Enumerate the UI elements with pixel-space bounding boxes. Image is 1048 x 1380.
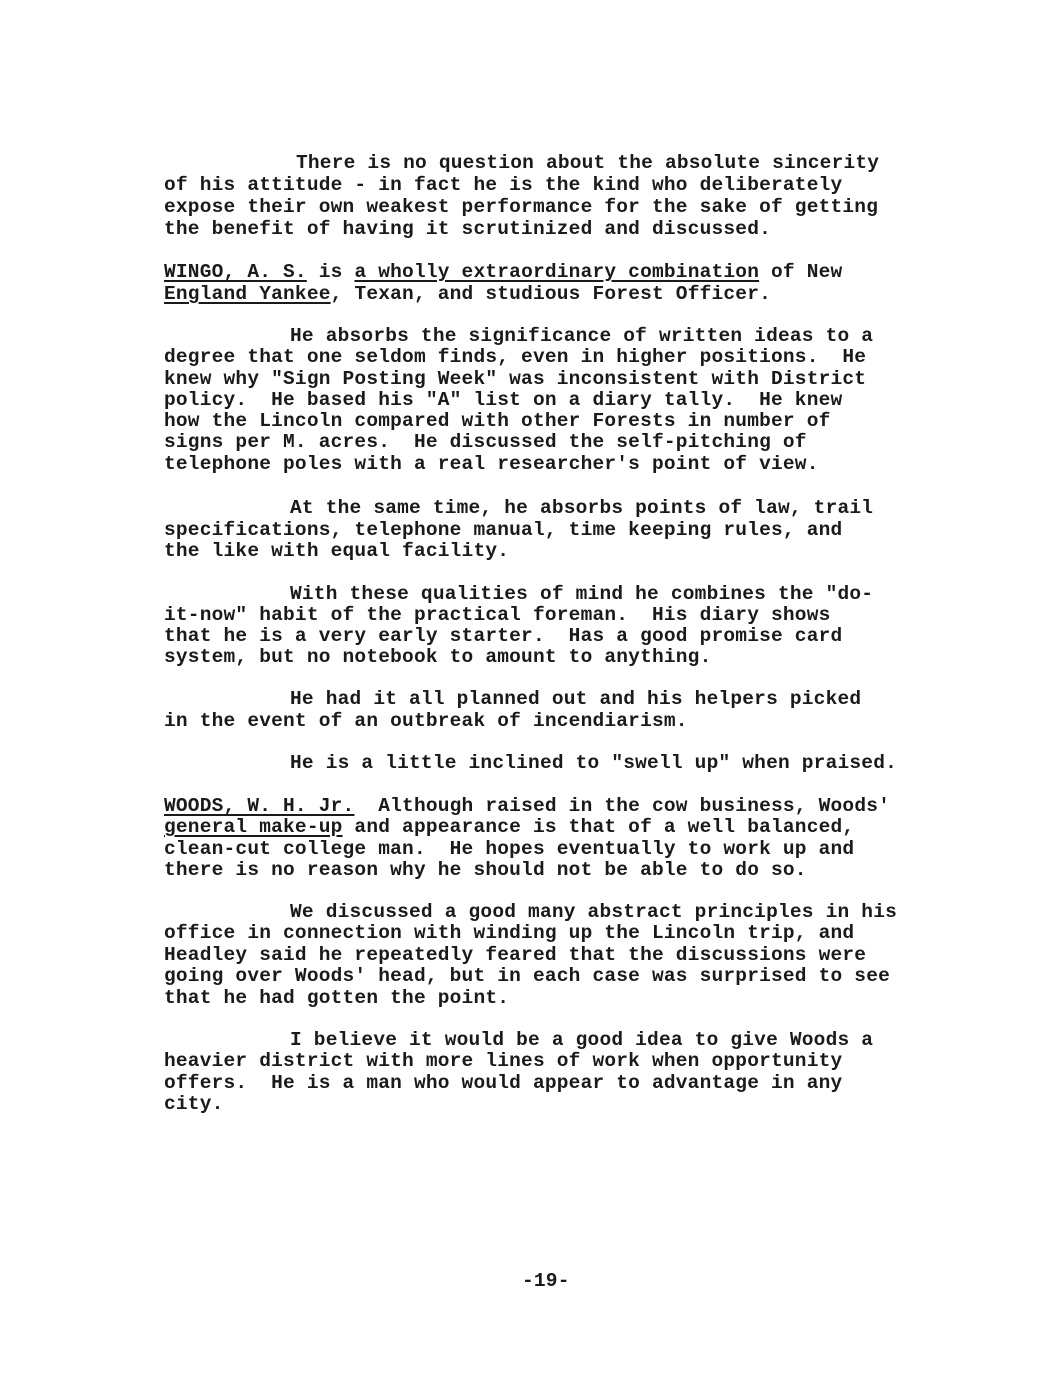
paragraph-10-line-1: I believe it would be a good idea to give Woods a: [290, 1029, 874, 1051]
woods-line2-underlined: general make-up: [164, 816, 343, 838]
paragraph-5-line-3: that he is a very early starter. Has a good promise card: [164, 625, 843, 647]
wingo-line1-mid: is: [306, 261, 355, 283]
paragraph-10-line-3: offers. He is a man who would appear to advantage in any: [164, 1072, 843, 1094]
paragraph-3-line-7: telephone poles with a real researcher's point of view.: [164, 453, 819, 475]
paragraph-9-line-4: going over Woods' head, but in each case was surprised to see: [164, 965, 891, 987]
paragraph-9-line-2: office in connection with winding up the Lincoln trip, and: [164, 922, 855, 944]
paragraph-5-line-1: With these qualities of mind he combines the "do-: [290, 583, 874, 605]
woods-intro-line-2: [164, 817, 854, 838]
paragraph-4-line-2: specifications, telephone manual, time keeping rules, and: [164, 519, 843, 541]
paragraph-1-line-3: expose their own weakest performance for the sake of getting: [164, 196, 879, 218]
woods-line2-rest: and appearance is that of a well balanced,: [342, 816, 855, 838]
woods-intro-line-4: there is no reason why he should not be able to do so.: [164, 859, 807, 881]
paragraph-10-line-2: heavier district with more lines of work when opportunity: [164, 1050, 843, 1072]
woods-line1-rest: Although raised in the cow business, Woods': [354, 795, 891, 817]
paragraph-1-line-1: There is no question about the absolute sincerity: [296, 152, 880, 174]
paragraph-6-line-2: in the event of an outbreak of incendiarism.: [164, 710, 688, 732]
paragraph-5-line-4: system, but no notebook to amount to anything.: [164, 646, 712, 668]
wingo-intro-line-1: [164, 262, 842, 283]
paragraph-4-line-3: the like with equal facility.: [164, 540, 510, 562]
paragraph-7-line-1: He is a little inclined to "swell up" when praised.: [290, 752, 897, 774]
paragraph-3-line-5: how the Lincoln compared with other Forests in number of: [164, 410, 831, 432]
paragraph-10-line-4: city.: [164, 1093, 224, 1115]
paragraph-9-line-5: that he had gotten the point.: [164, 987, 510, 1009]
wingo-line1-end: of New: [759, 261, 843, 283]
woods-intro-line-1: [164, 796, 890, 817]
paragraph-3-line-4: policy. He based his "A" list on a diary tally. He knew: [164, 389, 843, 411]
woods-intro-line-3: clean-cut college man. He hopes eventually to work up and: [164, 838, 855, 860]
paragraph-3-line-2: degree that one seldom finds, even in higher positions. He: [164, 346, 867, 368]
paragraph-3-line-1: He absorbs the significance of written ideas to a: [290, 325, 874, 347]
paragraph-6-line-1: He had it all planned out and his helpers picked: [290, 688, 862, 710]
paragraph-5-line-2: it-now" habit of the practical foreman. His diary shows: [164, 604, 831, 626]
wingo-intro-line-2: [164, 284, 771, 305]
paragraph-1-line-4: the benefit of having it scrutinized and discussed.: [164, 218, 771, 240]
page-number: -19-: [522, 1270, 570, 1292]
paragraph-9-line-1: We discussed a good many abstract principles in his: [290, 901, 897, 923]
paragraph-4-line-1: At the same time, he absorbs points of law, trail: [290, 497, 874, 519]
paragraph-1-line-2: of his attitude - in fact he is the kind who deliberately: [164, 174, 843, 196]
woods-name-label: WOODS, W. H. Jr.: [164, 795, 355, 817]
paragraph-9-line-3: Headley said he repeatedly feared that the discussions were: [164, 944, 867, 966]
paragraph-3-line-6: signs per M. acres. He discussed the self-pitching of: [164, 431, 807, 453]
wingo-name-label: WINGO, A. S.: [164, 261, 307, 283]
paragraph-3-line-3: knew why "Sign Posting Week" was inconsistent with District: [164, 368, 867, 390]
wingo-line1-underlined: a wholly extraordinary combination: [354, 261, 760, 283]
wingo-line2-underlined: England Yankee: [164, 283, 331, 305]
wingo-line2-rest: , Texan, and studious Forest Officer.: [330, 283, 772, 305]
